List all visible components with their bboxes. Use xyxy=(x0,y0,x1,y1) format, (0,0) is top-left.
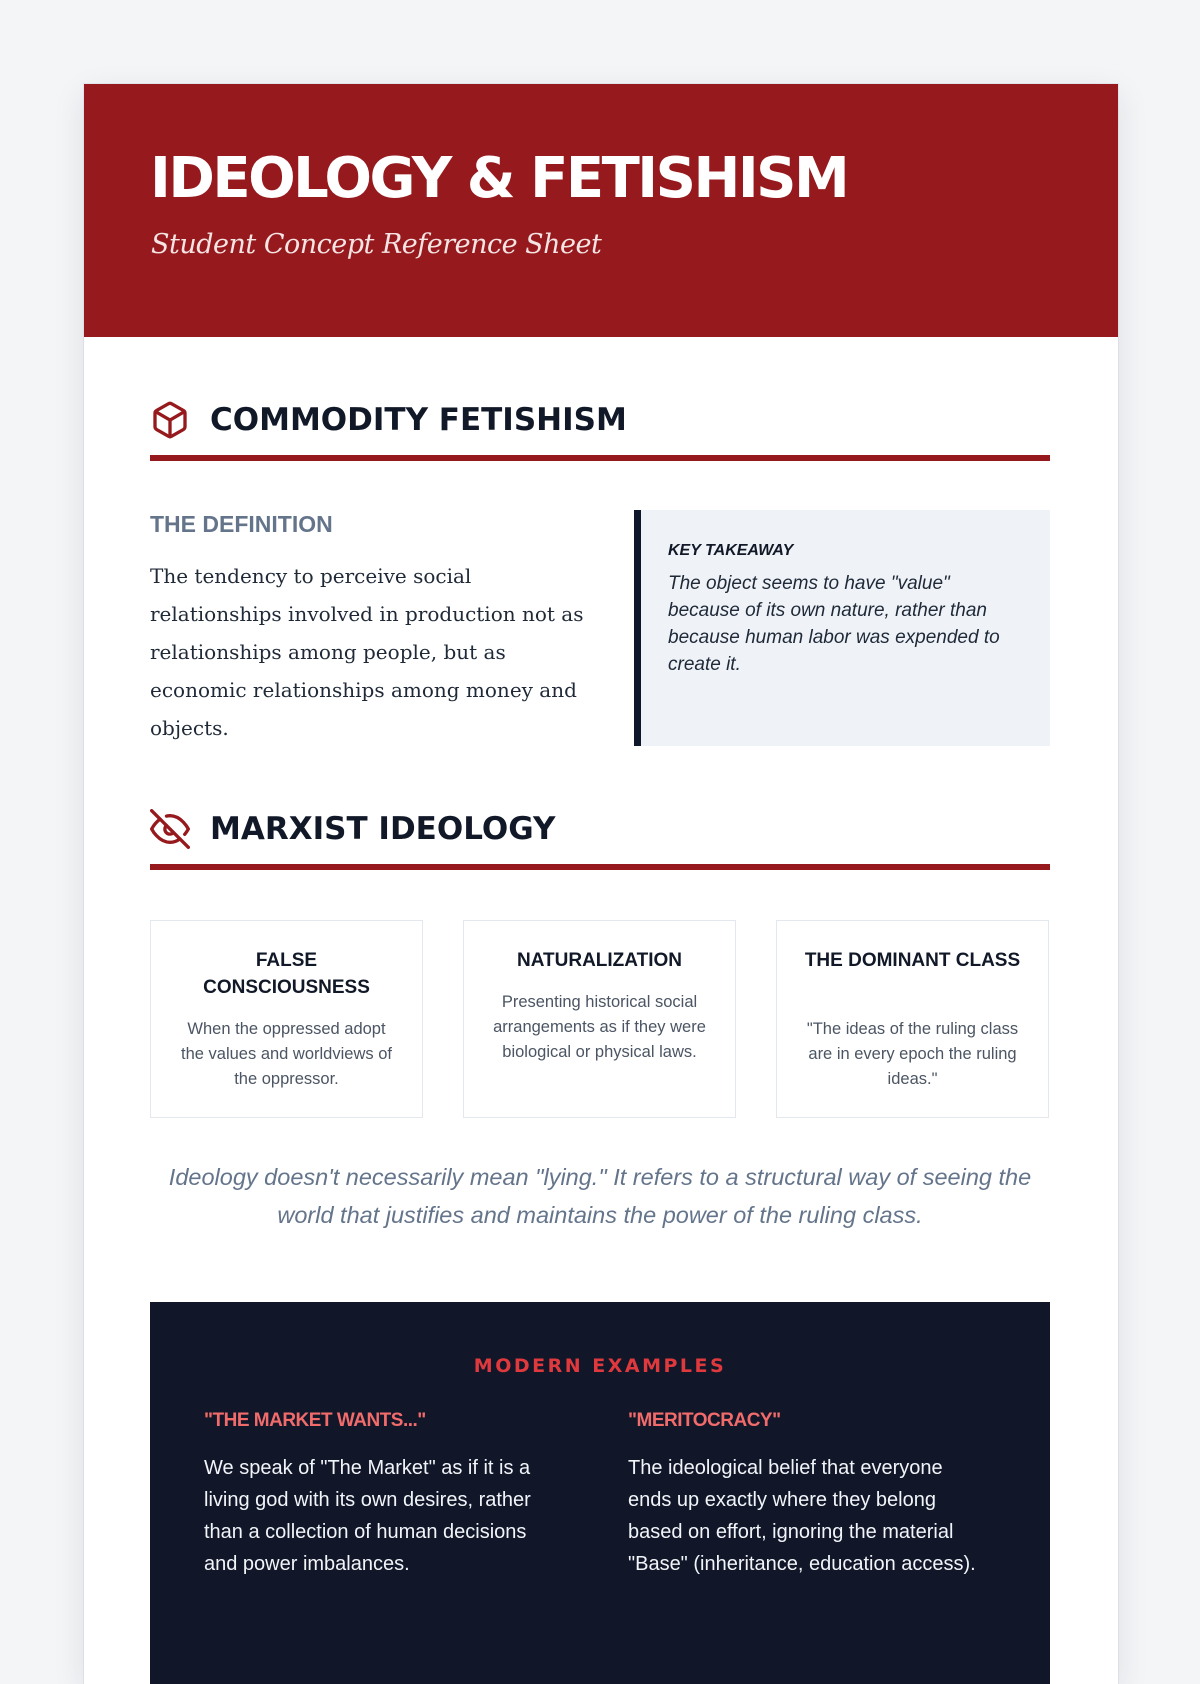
example-text: We speak of "The Market" as if it is a living god with its own desires, rather than a collection of human decisions and power imbalances. xyxy=(204,1457,531,1575)
definition-label: THE DEFINITION xyxy=(150,511,333,537)
concept-card-dominant-class xyxy=(776,920,1049,1118)
definition-text: The tendency to perceive social relationships involved in production not as relationships among people, but as economic relationships among money and objects. xyxy=(150,564,584,740)
page-subtitle: Student Concept Reference Sheet xyxy=(151,229,602,260)
example-meritocracy xyxy=(628,1410,988,1580)
page-title: IDEOLOGY & FETISHISM xyxy=(150,146,848,211)
eye-slash-icon xyxy=(150,809,190,849)
card-title: FALSE CONSCIOUSNESS xyxy=(203,950,370,998)
card-text: "The ideas of the ruling class are in every epoch the ruling ideas." xyxy=(806,1020,1019,1088)
section-title: COMMODITY FETISHISM xyxy=(210,402,627,438)
takeaway-label: KEY TAKEAWAY xyxy=(668,542,794,559)
reference-sheet xyxy=(84,84,1118,1684)
section-divider xyxy=(150,864,1050,870)
example-title: "MERITOCRACY" xyxy=(628,1410,781,1431)
takeaway-text: The object seems to have "value" because of its own nature, rather than because human labor was expended to create it. xyxy=(668,573,1000,675)
section-divider xyxy=(150,455,1050,461)
concept-card-false-consciousness xyxy=(150,920,423,1118)
page-header xyxy=(84,84,1118,337)
key-takeaway-callout xyxy=(634,510,1050,746)
modern-examples-panel xyxy=(150,1302,1050,1684)
example-title: "THE MARKET WANTS..." xyxy=(204,1410,426,1431)
concept-card-naturalization xyxy=(463,920,736,1118)
section-title: MARXIST IDEOLOGY xyxy=(210,811,556,847)
example-market xyxy=(204,1410,564,1580)
card-title: THE DOMINANT CLASS xyxy=(804,950,1021,971)
card-text: When the oppressed adopt the values and worldviews of the oppressor. xyxy=(181,1020,392,1088)
card-text: Presenting historical social arrangements as if they were biological or physical laws. xyxy=(493,993,706,1061)
example-text: The ideological belief that everyone ends up exactly where they belong based on effort, ignoring the material "Base" (inheritance, education access). xyxy=(628,1457,976,1575)
commodity-fetishism-heading xyxy=(150,400,1050,464)
ideology-note: Ideology doesn't necessarily mean "lying." It refers to a structural way of seeing the world that justifies and maintains the power of the ruling class. xyxy=(168,1164,1032,1228)
cube-icon xyxy=(150,400,190,440)
card-title: NATURALIZATION xyxy=(517,950,682,971)
examples-title: MODERN EXAMPLES xyxy=(473,1355,727,1377)
marxist-ideology-heading xyxy=(150,809,1050,873)
